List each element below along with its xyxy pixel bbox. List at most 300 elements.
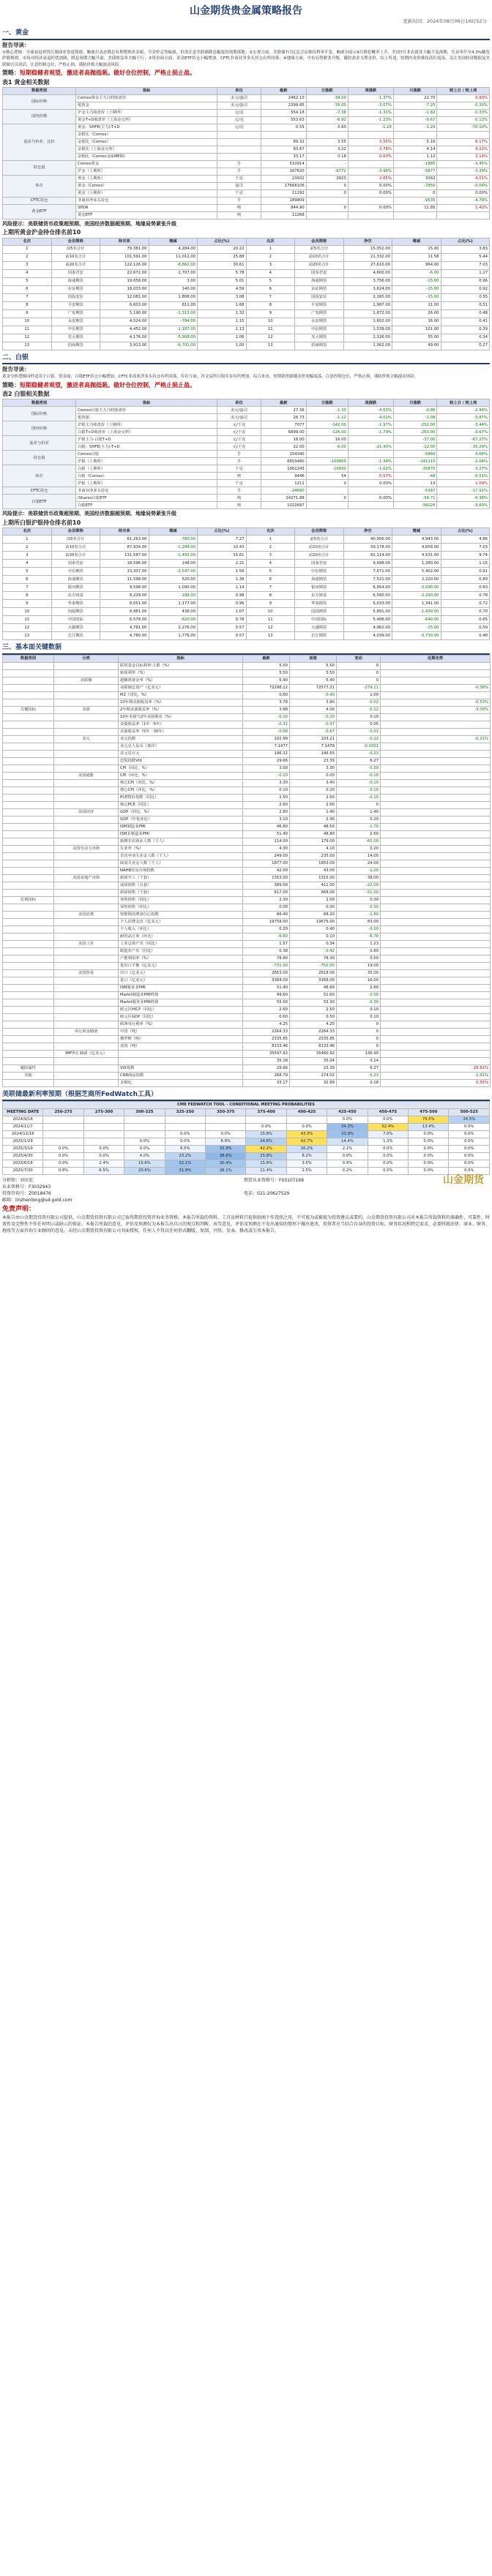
cme-prob-cell: 33.9% bbox=[327, 1131, 368, 1138]
gold-table-cell: -1885 bbox=[393, 161, 437, 168]
gold-rank-cell: 3,756.00 bbox=[343, 277, 392, 285]
basic-table-cell bbox=[3, 765, 54, 772]
basic-table-cell bbox=[3, 969, 54, 977]
basic-table-cell: 66.40 bbox=[243, 911, 290, 918]
silver-table-cell: 27.36 bbox=[261, 407, 306, 414]
silver-table-row bbox=[3, 436, 490, 443]
silver-rank-cell: 国泰君安 bbox=[295, 559, 344, 567]
gold-risk-note: 风险提示：美联储货币政策超预期、美国经济数据超预期、地缘局势紧张升级 bbox=[2, 221, 176, 228]
silver-table-cell: -24690 bbox=[261, 487, 306, 495]
gold-table-cell: -1.23% bbox=[348, 117, 393, 124]
silver-table-row bbox=[3, 443, 490, 451]
basic-table-cell bbox=[381, 911, 491, 918]
silver-table-cell: 1211 bbox=[261, 480, 306, 487]
silver-rank-cell: 6 bbox=[3, 575, 52, 583]
basic-table-cell: CPI（环比，%） bbox=[119, 772, 243, 779]
gold-table-cell: 5.16 bbox=[393, 139, 437, 146]
silver-rank-cell: 前10名合计 bbox=[295, 543, 344, 551]
gold-rank-cell: -5,908.00 bbox=[149, 334, 198, 342]
basic-table-cell bbox=[381, 801, 491, 808]
basic-table-cell bbox=[381, 904, 491, 911]
basic-data-table bbox=[2, 655, 491, 1087]
silver-rank-cell: 2.21 bbox=[198, 559, 247, 567]
silver-rank-cell: 6,578.00 bbox=[100, 615, 149, 623]
basic-table-cell: -0.67 bbox=[290, 728, 337, 735]
silver-rank-cell: 中信期货 bbox=[295, 567, 344, 575]
basic-table-cell: 核心CPI（环比，%） bbox=[119, 786, 243, 794]
basic-table-cell bbox=[3, 823, 54, 830]
basic-table-cell: -6.60 bbox=[243, 933, 290, 940]
basic-table-cell bbox=[3, 845, 54, 852]
basic-table-cell: Markit服务业PMI终值 bbox=[119, 999, 243, 1006]
basic-table-cell bbox=[54, 728, 119, 735]
silver-rank-cell: 61,263.00 bbox=[100, 535, 149, 543]
basic-table-cell bbox=[381, 823, 491, 830]
basic-table-cell: 103.21 bbox=[290, 735, 337, 743]
basic-table-cell: -0.23 bbox=[337, 750, 381, 757]
basic-table-cell bbox=[381, 933, 491, 940]
silver-rank-cell: 0.83 bbox=[441, 583, 490, 591]
cme-meeting-date: 2025/6/18 bbox=[3, 1160, 43, 1168]
basic-table-cell: 0 bbox=[337, 1028, 381, 1035]
gold-rank-cell: 0.92 bbox=[441, 285, 490, 293]
basic-table-cell bbox=[54, 999, 119, 1006]
basic-table-cell: 8133.46 bbox=[243, 1043, 290, 1050]
cme-prob-cell: 43.3% bbox=[286, 1131, 327, 1138]
cme-prob-cell: 0.2% bbox=[327, 1168, 368, 1175]
basic-table-cell bbox=[381, 808, 491, 816]
basic-table-cell: -0.10 bbox=[243, 772, 290, 779]
basic-table-row bbox=[3, 816, 491, 823]
footer-line: 邮箱：linzhenlong@sd-gold.com bbox=[2, 1198, 72, 1203]
silver-table-row bbox=[3, 429, 490, 436]
gold-table-cell bbox=[217, 154, 261, 161]
basic-table-row bbox=[3, 1064, 491, 1072]
gold-rank-row bbox=[3, 334, 490, 342]
basic-table-cell bbox=[381, 999, 491, 1006]
silver-table-cell bbox=[348, 487, 393, 495]
basic-table-cell: 49.60 bbox=[243, 991, 290, 999]
cme-header-8: 425-450 bbox=[327, 1109, 368, 1116]
gold-rank-cell: 10 bbox=[246, 318, 295, 326]
basic-table-cell bbox=[54, 1035, 119, 1043]
silver-rank-cell: 0.48 bbox=[441, 631, 490, 639]
gold-rank-cell: 7.03 bbox=[441, 261, 490, 269]
gold-rank-cell: -794.00 bbox=[149, 318, 198, 326]
gold-table-cell: 11292 bbox=[261, 190, 306, 198]
silver-header-3: 最新 bbox=[261, 399, 306, 407]
gold-table-cell: Comex黄金主力合约收盘价 bbox=[76, 95, 217, 102]
gold-rank-cell: 0.27 bbox=[441, 342, 490, 350]
cme-prob-cell: 42.2% bbox=[246, 1146, 286, 1153]
cme-prob-cell: 32.9% bbox=[206, 1146, 246, 1153]
basic-table-cell: 个人消费支出（亿美元） bbox=[119, 918, 243, 925]
basic-table-cell bbox=[3, 1013, 54, 1021]
basic-table-cell: M2（同比，%） bbox=[119, 691, 243, 699]
cme-meeting-date: 2024/9/18 bbox=[3, 1116, 43, 1124]
gold-table-cell: 盎司 bbox=[217, 183, 261, 190]
basic-header-6: 近期走势 bbox=[381, 655, 491, 662]
gold-table-cell: 33.17 bbox=[261, 154, 306, 161]
basic-table-cell: 51.40 bbox=[243, 984, 290, 991]
cme-prob-cell: 13.4% bbox=[409, 1124, 449, 1131]
basic-table-cell bbox=[54, 713, 119, 721]
cme-prob-cell: 0.0% bbox=[449, 1124, 490, 1131]
gold-rank-cell: 11.00 bbox=[392, 301, 441, 309]
gold-table-row bbox=[3, 190, 490, 198]
footer-line: 期货从业资格号：F03107169 bbox=[244, 1178, 304, 1184]
basic-table-row bbox=[3, 735, 491, 743]
gold-rank-cell: 27,610.00 bbox=[343, 261, 392, 269]
cme-prob-cell: 0.0% bbox=[165, 1131, 205, 1138]
gold-header-1: 指标 bbox=[76, 88, 217, 95]
basic-table-cell: 0.10 bbox=[337, 713, 381, 721]
cme-prob-cell: 11.4% bbox=[246, 1168, 286, 1175]
silver-table-cell: 0 bbox=[306, 480, 348, 487]
gold-rank-cell: 1,539.00 bbox=[343, 326, 392, 334]
disclaimer-text: 本报告由山金期货投资有限公司提供。山金期货投资有限公司已取得期货投资咨询业务资格。本报告所载的资料、工具及材料只提供给阁下作查照之用，不可视为或被视为投资建议或要约。山金期货投资有限公司对本报告所载资料的准确性、可靠性、时效性及完整性不作任何明示或暗示的保证。本报告所载的意见、评估及预测仅为本报告出具日的观点和判断，该等意见、评估及预测在不发出通知的情形下做出更改。投资者应当结合自身的投资目标、财务状况和特定需求，必要时就法律、商业、财务、税收等方面咨询专业顾问的意见。未经山金期货投资有限公司书面授权，任何人不得以任何形式翻版、复制、刊登、发表、修改或引用本报告。 bbox=[2, 1215, 491, 1234]
silver-table-cell: 持仓量 bbox=[3, 451, 76, 465]
silver-table-cell: 库存 bbox=[3, 465, 76, 487]
silver-header-5: 周涨跌 bbox=[348, 399, 393, 407]
basic-table-row bbox=[3, 1013, 491, 1021]
basic-table-cell: 美国（吨） bbox=[119, 1043, 243, 1050]
silver-rank-cell: 2 bbox=[246, 543, 295, 551]
basic-table-cell bbox=[54, 838, 119, 845]
basic-table-cell: 进口（亿美元） bbox=[119, 977, 243, 984]
silver-rank-cell: 0.89 bbox=[441, 575, 490, 583]
basic-table-cell: 3368.00 bbox=[290, 977, 337, 984]
basic-table-cell: 23.39 bbox=[290, 1064, 337, 1072]
basic-table-row bbox=[3, 669, 491, 677]
silver-rank-cell: 中信期货 bbox=[51, 567, 100, 575]
basic-table-cell: 78.80 bbox=[243, 955, 290, 962]
basic-table-cell: 欧元区HICP（同比） bbox=[119, 1006, 243, 1013]
basic-table-row bbox=[3, 889, 491, 896]
report-title: 山金期货贵金属策略报告 bbox=[190, 5, 302, 17]
silver-table-cell: 1022697 bbox=[261, 502, 306, 509]
gold-rank-cell: 1.15 bbox=[198, 318, 247, 326]
gold-table-cell: -4.78% bbox=[437, 198, 490, 205]
basic-table-cell: 2.30 bbox=[243, 896, 290, 904]
silver-table-row bbox=[3, 458, 490, 465]
silver-rank-cell: -620.00 bbox=[149, 615, 198, 623]
gold-table-cell: 0.93% bbox=[437, 95, 490, 102]
gold-rank-cell: -1,313.00 bbox=[149, 309, 198, 318]
gold-table-cell: 美元/盎司 bbox=[217, 95, 261, 102]
silver-rank-row bbox=[3, 631, 490, 639]
basic-table-row bbox=[3, 801, 491, 808]
basic-table-row bbox=[3, 691, 491, 699]
basic-table-cell: 2年期美债收益率（%） bbox=[119, 706, 243, 713]
cme-prob-cell: 0.0% bbox=[449, 1131, 490, 1138]
basic-table-cell bbox=[54, 757, 119, 765]
basic-table-cell: 耐用品订单（环比） bbox=[119, 933, 243, 940]
silver-table-cell: -38229 bbox=[393, 502, 437, 509]
gold-rank-cell: 国投安信 bbox=[51, 293, 100, 301]
basic-table-cell: -0.42 bbox=[290, 947, 337, 955]
gold-table-row bbox=[3, 168, 490, 176]
silver-rank-cell: 18,596.00 bbox=[100, 559, 149, 567]
silver-rank-cell: 11 bbox=[3, 615, 52, 623]
cme-section-heading: 美联储最新利率预期（根据芝商所FedWatch工具） bbox=[2, 1089, 490, 1102]
silver-table-cell: -48 bbox=[393, 473, 437, 480]
gold-table-cell: 0.00% bbox=[348, 190, 393, 198]
basic-table-cell bbox=[54, 977, 119, 984]
gold-rank-cell: 平安期货 bbox=[51, 301, 100, 309]
basic-table-cell: 零售销售（环比） bbox=[119, 904, 243, 911]
basic-table-cell: ISM非制造业PMI bbox=[119, 830, 243, 838]
basic-table-cell: 38.00 bbox=[337, 874, 381, 882]
gold-rank-cell: 中信期货 bbox=[295, 326, 344, 334]
silver-table-cell bbox=[306, 502, 348, 509]
silver-table-cell: -1.79% bbox=[348, 429, 393, 436]
cme-meeting-date: 2024/12/18 bbox=[3, 1131, 43, 1138]
silver-rank-cell: 10 bbox=[3, 607, 52, 615]
gold-table-cell: 手 bbox=[217, 168, 261, 176]
silver-rank-cell: 4,943.00 bbox=[392, 535, 441, 543]
gold-table-cell: 非商业净多头持仓 bbox=[76, 198, 217, 205]
basic-table-cell: 中国（吨） bbox=[119, 1028, 243, 1035]
silver-table-cell: -1.33 bbox=[306, 407, 348, 414]
basic-table-cell bbox=[54, 1057, 119, 1064]
gold-table-cell: 3.55 bbox=[306, 139, 348, 146]
basic-header-2: 指标 bbox=[119, 655, 243, 662]
silver-rank-cell: 1,177.00 bbox=[149, 599, 198, 607]
gold-table-cell: 国内价格 bbox=[3, 110, 76, 124]
basic-table-cell: 3384.00 bbox=[243, 977, 290, 984]
basic-table-cell bbox=[3, 984, 54, 991]
cme-prob-cell bbox=[43, 1138, 83, 1146]
gold-rank-cell: 国泰君安 bbox=[295, 269, 344, 277]
basic-table-row bbox=[3, 940, 491, 947]
basic-table-cell bbox=[54, 765, 119, 772]
silver-rank-cell: 9 bbox=[246, 599, 295, 607]
gold-rank-row bbox=[3, 293, 490, 301]
gold-table-cell: 金银比（上海金交所） bbox=[76, 146, 217, 154]
silver-table-row bbox=[3, 473, 490, 480]
basic-table-row bbox=[3, 684, 491, 691]
gold-rank-cell: 11 bbox=[246, 326, 295, 334]
cme-row bbox=[3, 1168, 490, 1175]
basic-table-cell: 249.00 bbox=[243, 852, 290, 860]
basic-table-cell: 美国工业 bbox=[54, 940, 119, 947]
gold-table-cell: 0.55 bbox=[261, 124, 306, 132]
basic-table-cell: 美债收益率（1年一5年） bbox=[119, 721, 243, 728]
cme-prob-cell: 0.0% bbox=[449, 1168, 490, 1175]
silver-rank-cell: -1,430.00 bbox=[392, 607, 441, 615]
silver-rank-cell: 6,580.00 bbox=[343, 591, 392, 599]
basic-table-cell: 0.18 bbox=[337, 1079, 381, 1086]
gold-rank-cell: 6 bbox=[246, 285, 295, 293]
basic-table-row bbox=[3, 984, 491, 991]
cme-prob-cell: 20.6% bbox=[124, 1168, 165, 1175]
gold-rank-cell: 19,658.00 bbox=[100, 277, 149, 285]
cme-prob-cell: 14.4% bbox=[327, 1138, 368, 1146]
silver-table-cell: 美元/盎司 bbox=[217, 407, 261, 414]
cme-header-0: MEETING DATE bbox=[3, 1109, 43, 1116]
gold-rank-cell: 21,332.00 bbox=[343, 253, 392, 261]
silver-table-cell: -2.04% bbox=[437, 458, 490, 465]
basic-table-cell bbox=[3, 691, 54, 699]
basic-table-cell: 0.20 bbox=[337, 845, 381, 852]
cme-row bbox=[3, 1124, 490, 1131]
silver-rank-cell: 6 bbox=[246, 575, 295, 583]
gold-rank-cell: 4,452.00 bbox=[100, 326, 149, 334]
gold-rank-cell: 13 bbox=[3, 342, 52, 350]
basic-table-row bbox=[3, 1043, 491, 1050]
gold-table-cell: 基差与价差、比价 bbox=[3, 124, 76, 161]
basic-table-cell bbox=[381, 1057, 491, 1064]
basic-table-cell: 超额准备金率（%） bbox=[119, 677, 243, 684]
basic-table-cell: 美联储总资产（亿美元） bbox=[119, 684, 243, 691]
silver-rank-cell: 12 bbox=[3, 623, 52, 631]
silver-table-cell: -12.00 bbox=[393, 443, 437, 451]
silver-rank-cell: -3,547.00 bbox=[149, 567, 198, 575]
silver-rank-cell: 前20名合计 bbox=[295, 551, 344, 559]
cme-prob-cell: 26.1% bbox=[206, 1168, 246, 1175]
basic-table-cell: 8133.46 bbox=[290, 1043, 337, 1050]
basic-table-cell: 零售销售（同比） bbox=[119, 896, 243, 904]
silver-header-7: 较上日 / 较上周 bbox=[437, 399, 490, 407]
basic-table-row bbox=[3, 933, 491, 940]
gold-table-cell: 17668106 bbox=[261, 183, 306, 190]
cme-prob-cell: 0.0% bbox=[409, 1168, 449, 1175]
silver-rank-cell: 0.57 bbox=[198, 631, 247, 639]
silver-rank-cell: 5 bbox=[3, 567, 52, 575]
silver-rank-cell: 0.78 bbox=[198, 615, 247, 623]
basic-table-cell: 贴现利率（%） bbox=[119, 669, 243, 677]
basic-table-cell bbox=[381, 940, 491, 947]
gold-table-cell bbox=[261, 132, 306, 139]
basic-table-cell: 78.30 bbox=[290, 955, 337, 962]
silver-table-cell: 0.00% bbox=[348, 480, 393, 487]
basic-table-row bbox=[3, 918, 491, 925]
basic-table-cell bbox=[3, 772, 54, 779]
cme-prob-cell: 6.5% bbox=[83, 1168, 124, 1175]
cme-prob-cell: 34.3% bbox=[327, 1124, 368, 1131]
basic-table-cell bbox=[54, 794, 119, 801]
silver-rank-cell: 东方财富 bbox=[295, 591, 344, 599]
gold-table-cell: 0.18 bbox=[306, 154, 348, 161]
gold-rank-cell: 东证期货 bbox=[51, 285, 100, 293]
gold-table-cell: -70.10% bbox=[437, 124, 490, 132]
silver-rank-cell: 3 bbox=[246, 551, 295, 559]
basic-table-cell: 24.00 bbox=[337, 860, 381, 867]
gold-table-cell: SPDR bbox=[76, 205, 217, 212]
basic-table-cell: IMF外汇储备（亿美元） bbox=[54, 1050, 119, 1057]
basic-table-cell: 2.60 bbox=[243, 801, 290, 808]
basic-table-cell bbox=[54, 984, 119, 991]
gold-rank-row bbox=[3, 318, 490, 326]
gold-rank-cell: 12 bbox=[246, 334, 295, 342]
silver-rank-cell: 长江期货 bbox=[295, 631, 344, 639]
basic-table-cell: 欧洲央行利率（%） bbox=[119, 1021, 243, 1028]
gold-table-cell: 吨 bbox=[217, 212, 261, 219]
cme-meeting-date: 2025/3/19 bbox=[3, 1146, 43, 1153]
basic-table-cell bbox=[54, 882, 119, 889]
basic-table-cell bbox=[3, 1050, 54, 1057]
basic-table-cell bbox=[54, 1079, 119, 1086]
gold-table-row bbox=[3, 154, 490, 161]
cme-meeting-date: 2025/1/29 bbox=[3, 1138, 43, 1146]
silver-rank-cell: 1,341.00 bbox=[392, 599, 441, 607]
gold-rank-cell: 光大期货 bbox=[295, 334, 344, 342]
basic-table-cell: 2.60 bbox=[290, 801, 337, 808]
basic-table-cell: 1853.00 bbox=[290, 860, 337, 867]
silver-analysis-title: 报告导读： bbox=[2, 366, 30, 373]
basic-table-cell bbox=[119, 1057, 243, 1064]
cme-prob-cell: 0.0% bbox=[124, 1146, 165, 1153]
gold-rank-cell: 140.00 bbox=[149, 285, 198, 293]
basic-table-cell: 2.60 bbox=[290, 794, 337, 801]
gold-table-cell: 伦敦金 bbox=[76, 102, 217, 110]
basic-table-cell: 5.50 bbox=[290, 669, 337, 677]
basic-table-cell: 0.20 bbox=[337, 816, 381, 823]
basic-table-cell bbox=[3, 808, 54, 816]
cme-prob-cell: 16.2% bbox=[286, 1146, 327, 1153]
basic-table-cell bbox=[3, 1079, 54, 1086]
basic-table-cell bbox=[3, 860, 54, 867]
silver-rank-cell: 4,962.00 bbox=[343, 623, 392, 631]
silver-rank-cell: 8,051.00 bbox=[100, 599, 149, 607]
cme-prob-cell: 75.5% bbox=[409, 1116, 449, 1124]
gold-table-cell: 金银比（Comex） bbox=[76, 132, 217, 139]
gold-table-cell: 189809 bbox=[261, 198, 306, 205]
gold-table-cell: 0.60 bbox=[306, 124, 348, 132]
cme-prob-cell bbox=[206, 1116, 246, 1124]
basic-table-row bbox=[3, 706, 491, 713]
basic-table-cell: -0.20 bbox=[290, 713, 337, 721]
basic-table-cell: 美国通胀 bbox=[54, 772, 119, 779]
basic-table-cell: 4.25 bbox=[243, 1021, 290, 1028]
cme-prob-cell: 0.0% bbox=[368, 1160, 408, 1168]
basic-table-cell bbox=[381, 1028, 491, 1035]
basic-table-cell: 3.40 bbox=[290, 779, 337, 786]
gold-rank-cell: 18,033.00 bbox=[100, 285, 149, 293]
gold-table-cell: 167620 bbox=[261, 168, 306, 176]
gold-table-cell: 金银比（Comex） bbox=[76, 139, 217, 146]
basic-table-cell bbox=[54, 852, 119, 860]
basic-table-cell bbox=[381, 838, 491, 845]
basic-table-cell bbox=[54, 699, 119, 706]
basic-table-cell bbox=[381, 867, 491, 874]
basic-table-cell: 55.00 bbox=[243, 999, 290, 1006]
gold-table-cell bbox=[348, 132, 393, 139]
silver-rank-cell: 59,178.00 bbox=[343, 543, 392, 551]
basic-table-cell bbox=[381, 728, 491, 735]
silver-table-row bbox=[3, 421, 490, 429]
basic-table-cell bbox=[3, 1006, 54, 1013]
gold-table-cell: 83.67 bbox=[261, 146, 306, 154]
cme-row bbox=[3, 1153, 490, 1160]
basic-table-cell bbox=[3, 1021, 54, 1028]
gold-rank-cell: 11 bbox=[3, 326, 52, 334]
silver-rank-cell: -3,090.00 bbox=[392, 583, 441, 591]
basic-table-cell: 2.50 bbox=[290, 1006, 337, 1013]
silver-table-row bbox=[3, 487, 490, 495]
silver-table-row bbox=[3, 414, 490, 421]
basic-table-cell: 19.00 bbox=[337, 962, 381, 969]
gold-rank-cell: 4 bbox=[3, 269, 52, 277]
basic-table-row bbox=[3, 999, 491, 1006]
gold-rank-cell: 1 bbox=[246, 245, 295, 253]
basic-table-cell bbox=[381, 1013, 491, 1021]
gold-table-row bbox=[3, 205, 490, 212]
silver-table-cell: 16.00 bbox=[306, 436, 348, 443]
basic-table-cell: 72577.21 bbox=[290, 684, 337, 691]
basic-table-cell bbox=[381, 757, 491, 765]
